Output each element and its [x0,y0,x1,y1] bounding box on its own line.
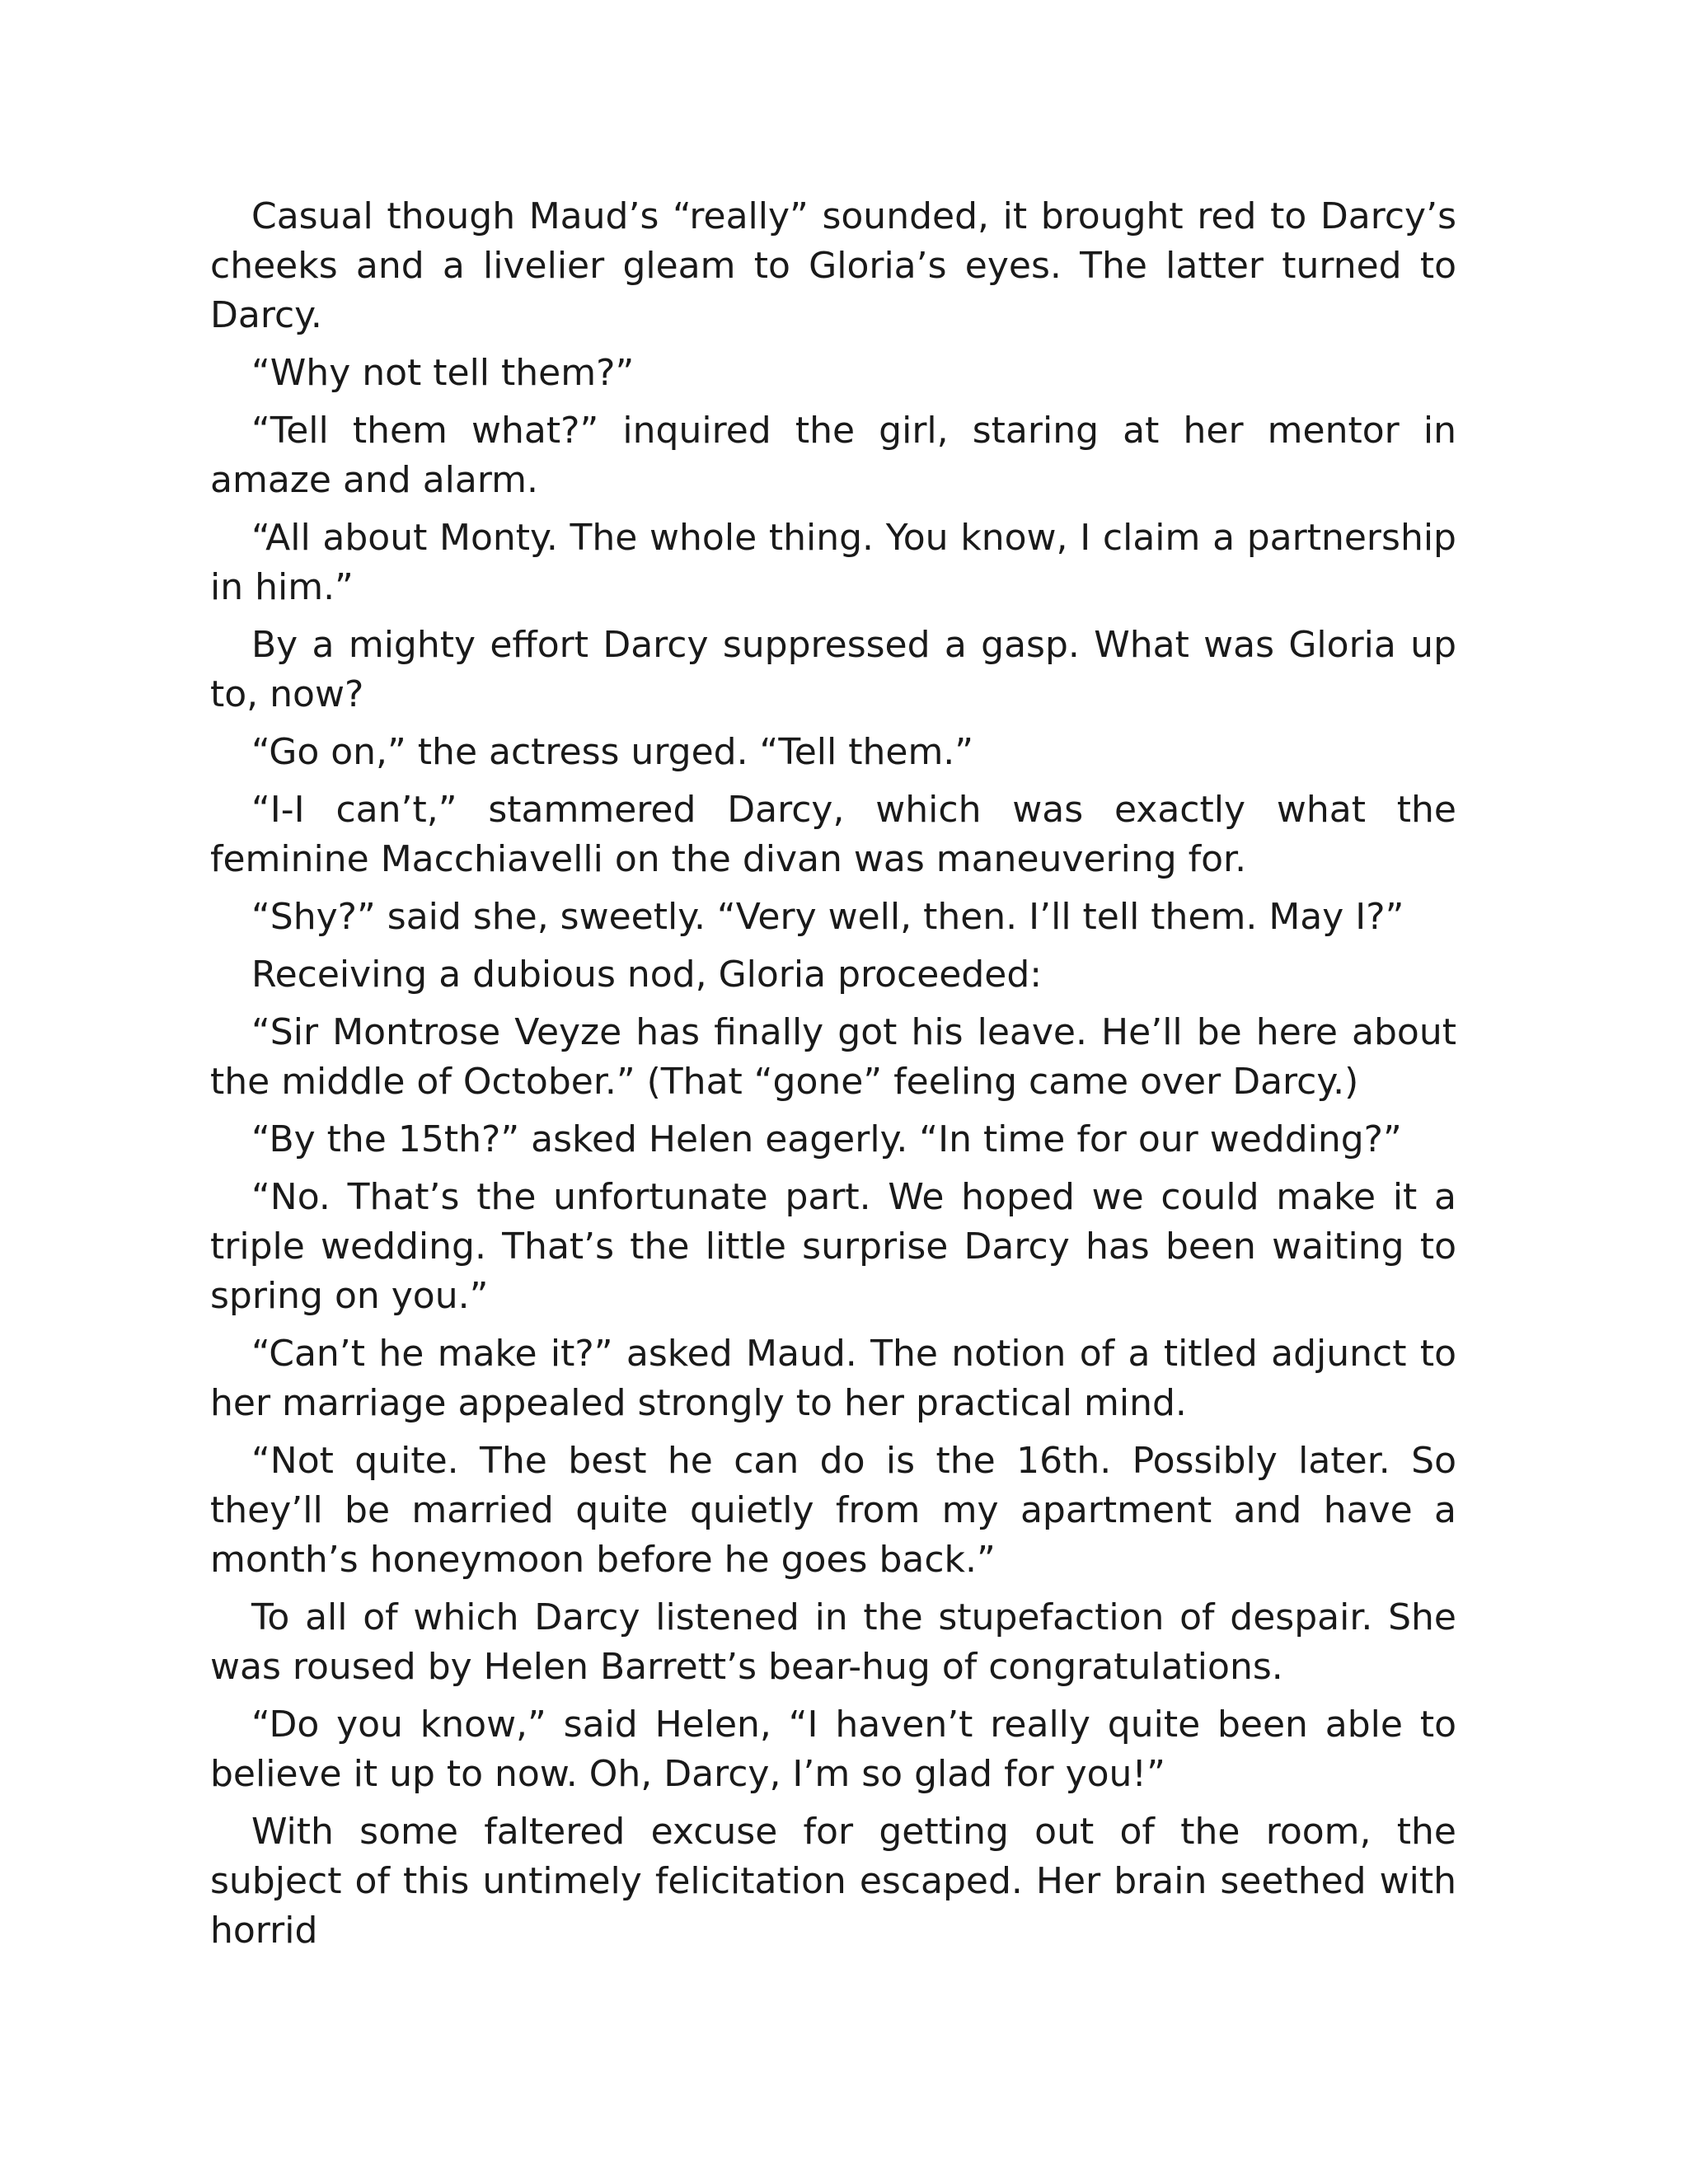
paragraph: “By the 15th?” asked Helen eagerly. “In time for our wedding?” [251,1118,1402,1160]
paragraph: “All about Monty. The whole thing. You know, I claim a partnership in him.” [210,517,1456,608]
body-text [210,192,1456,1964]
paragraph: “Why not tell them?” [251,352,635,394]
paragraph: “No. That’s the unfortunate part. We hoped we could make it a triple wedding. That’s the little surprise Darcy has been waiting to spring on you.” [210,1176,1456,1317]
paragraph: “Sir Montrose Veyze has finally got his leave. He’ll be here about the middle of October.” (That “gone” feeling came over Darcy.) [210,1011,1456,1103]
paragraph: Receiving a dubious nod, Gloria proceeded: [251,954,1043,996]
paragraph: “I-I can’t,” stammered Darcy, which was exactly what the feminine Macchiavelli on the divan was maneuvering for. [210,789,1456,880]
paragraph: “Tell them what?” inquired the girl, staring at her mentor in amaze and alarm. [210,410,1456,501]
paragraph: “Shy?” said she, sweetly. “Very well, then. I’ll tell them. May I?” [251,896,1404,938]
paragraph: With some faltered excuse for getting out of the room, the subject of this untimely felicitation escaped. Her brain seethed with horrid [210,1811,1456,1952]
paragraph: “Go on,” the actress urged. “Tell them.” [251,731,974,773]
paragraph: Casual though Maud’s “really” sounded, it brought red to Darcy’s cheeks and a livelier gleam to Gloria’s eyes. The latter turned to Darcy. [210,195,1456,336]
paragraph: “Do you know,” said Helen, “I haven’t really quite been able to believe it up to now. Oh, Darcy, I’m so glad for you!” [210,1704,1456,1795]
paragraph: “Can’t he make it?” asked Maud. The notion of a titled adjunct to her marriage appealed strongly to her practical mind. [210,1333,1456,1424]
paragraph: “Not quite. The best he can do is the 16th. Possibly later. So they’ll be married quite quietly from my apartment and have a month’s honeymoon before he goes back.” [210,1440,1456,1581]
paragraph: To all of which Darcy listened in the stupefaction of despair. She was roused by Helen Barrett’s bear-hug of congratulations. [210,1596,1456,1688]
paragraph: By a mighty effort Darcy suppressed a gasp. What was Gloria up to, now? [210,624,1456,715]
